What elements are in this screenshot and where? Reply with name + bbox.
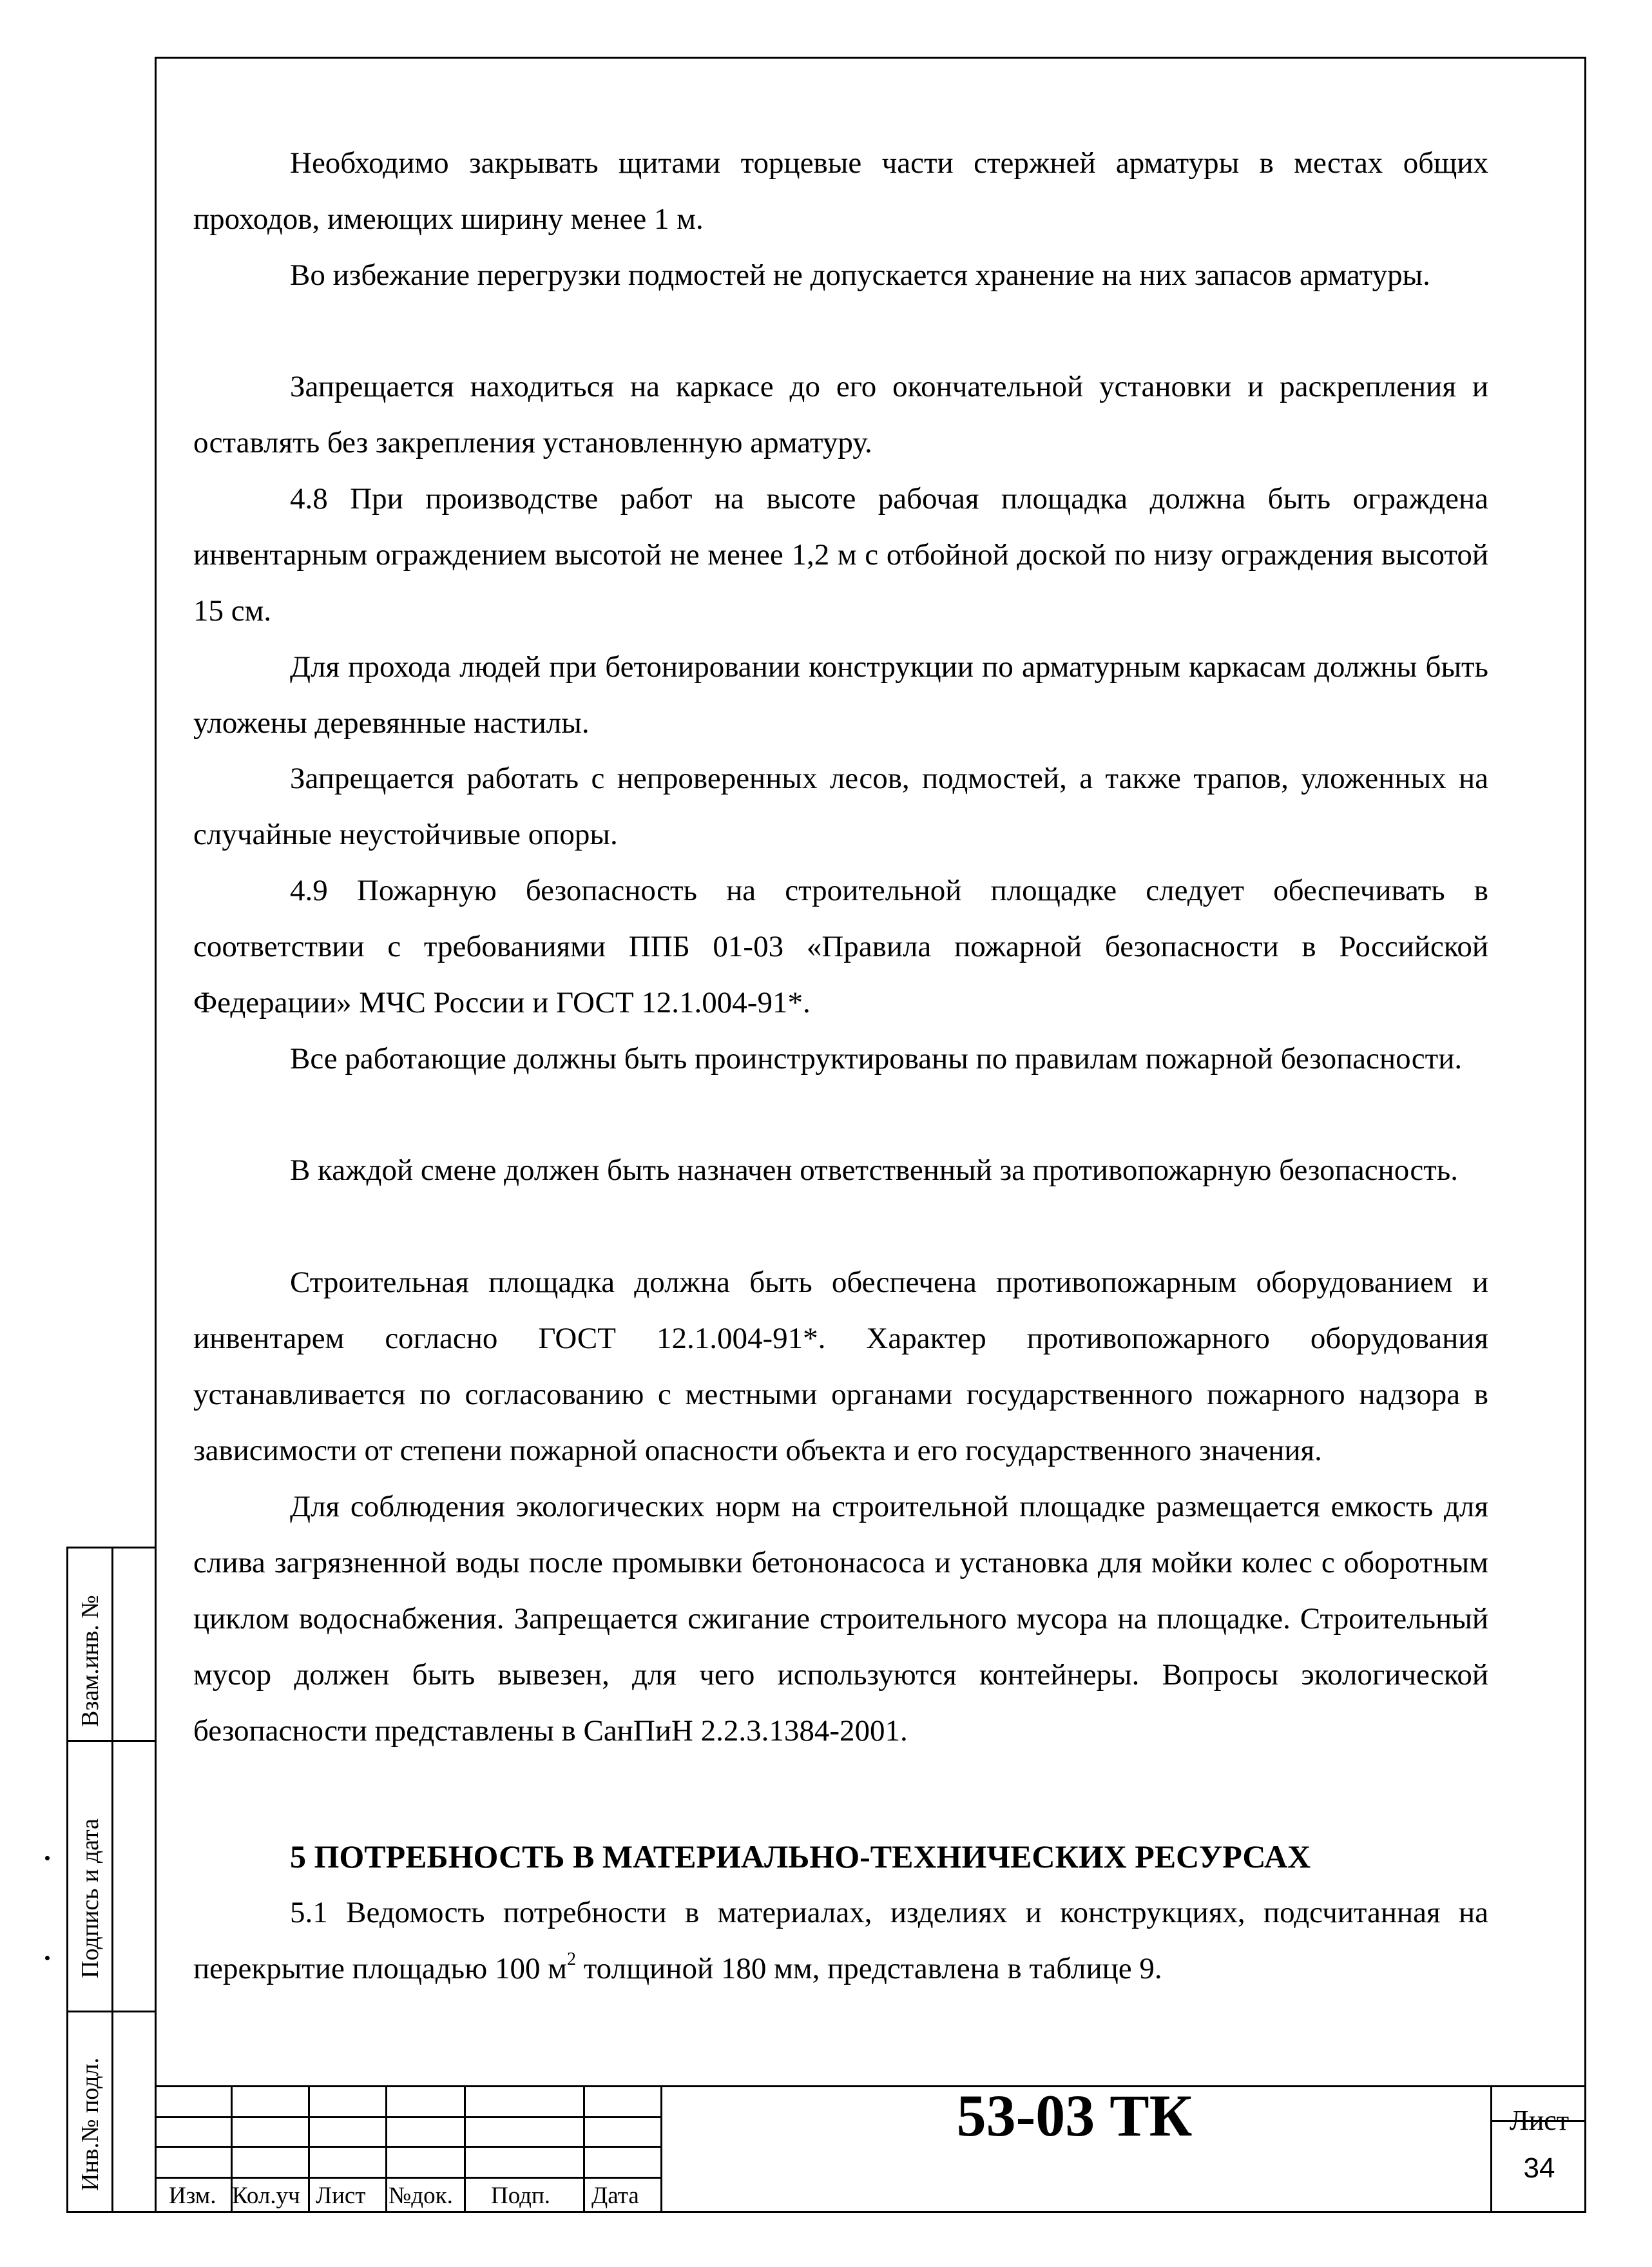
col-list: Лист (316, 2183, 366, 2209)
paragraph: Все работающие должны быть проинструктированы по правилам пожарной безопасности. (290, 1042, 1463, 1076)
paragraph: 4.8 При производстве работ на высоте рабочая площадка должна быть ограждена инвентарным ограждением высотой не менее 1,2 м с отбойной доской по низу ограждения высотой 15 см. (193, 482, 1488, 628)
col-data: Дата (591, 2183, 639, 2209)
paragraph: Необходимо закрывать щитами торцевые части стержней арматуры в местах общих проходов, имеющих ширину менее 1 м. (193, 146, 1488, 236)
title-block-col-line (385, 2085, 387, 2213)
document-code: 53-03 ТК (956, 2083, 1193, 2148)
sheet-number: 34 (1523, 2152, 1555, 2184)
section-paragraph: 5.1 Ведомость потребности в материалах, изделиях и конструкциях, подсчитанная на перекрытие площадью 100 $м^2$ толщиной 180 мм, представлена в таблице 9. (193, 1896, 1488, 1985)
sheet-label: Лист (1509, 2105, 1570, 2136)
paragraph: Запрещается находиться на каркасе до его окончательной установки и раскрепления и оставлять без закрепления установленную арматуру. (193, 370, 1488, 459)
col-kolvo: Кол.уч (232, 2183, 300, 2209)
side-label-vzam: Взам.инв. № (77, 1595, 104, 1727)
col-podp: Подп. (491, 2183, 551, 2209)
col-izm: Изм. (169, 2183, 216, 2209)
paragraph: Строительная площадка должна быть обеспечена противопожарным оборудованием и инвентарем согласно ГОСТ 12.1.004-91*. Характер противопожарного оборудования устанавливается по согласованию с местными органами государственного пожарного надзора в зависимости от степени пожарной опасности объекта и его государственного значения. (193, 1266, 1488, 1467)
section-heading: 5 ПОТРЕБНОСТЬ В МАТЕРИАЛЬНО-ТЕХНИЧЕСКИХ РЕСУРСАХ (290, 1838, 1311, 1875)
side-label-inv: Инв.№ подл. (77, 2057, 104, 2191)
title-block-col-line (464, 2085, 466, 2213)
col-ndok: №док. (389, 2183, 453, 2209)
title-block-col-line (308, 2085, 310, 2213)
side-label-podpis: Подпись и дата (77, 1818, 104, 1978)
side-divider (66, 1740, 157, 1742)
margin-mark (45, 1856, 50, 1860)
title-block-col-line (583, 2085, 585, 2213)
paragraph: Для соблюдения экологических норм на строительной площадке размещается емкость для слива загрязненной воды после промывки бетононасоса и установка для мойки колес с оборотным циклом водоснабжения. Запрещается сжигание строительного мусора на площадке. Строительный мусор должен быть вывезен, для чего используются контейнеры. Вопросы экологической безопасности представлены в СанПиН 2.2.3.1384-2001. (193, 1490, 1488, 1748)
paragraph: 4.9 Пожарную безопасность на строительной площадке следует обеспечивать в соответствии с требованиями ППБ 01-03 «Правила пожарной безопасности в Российской Федерации» МЧС России и ГОСТ 12.1.004-91*. (193, 874, 1488, 1019)
paragraph: В каждой смене должен быть назначен ответственный за противопожарную безопасность. (290, 1153, 1458, 1187)
side-divider (66, 2011, 157, 2012)
side-stamp-inner (111, 1547, 157, 2213)
paragraph: Запрещается работать с непроверенных лесов, подмостей, а также трапов, уложенных на случайные неустойчивые опоры. (193, 762, 1488, 851)
paragraph: Во избежание перегрузки подмостей не допускается хранение на них запасов арматуры. (290, 258, 1430, 292)
paragraph: Для прохода людей при бетонировании конструкции по арматурным каркасам должны быть уложены деревянные настилы. (193, 650, 1488, 740)
margin-mark (45, 1956, 50, 1960)
